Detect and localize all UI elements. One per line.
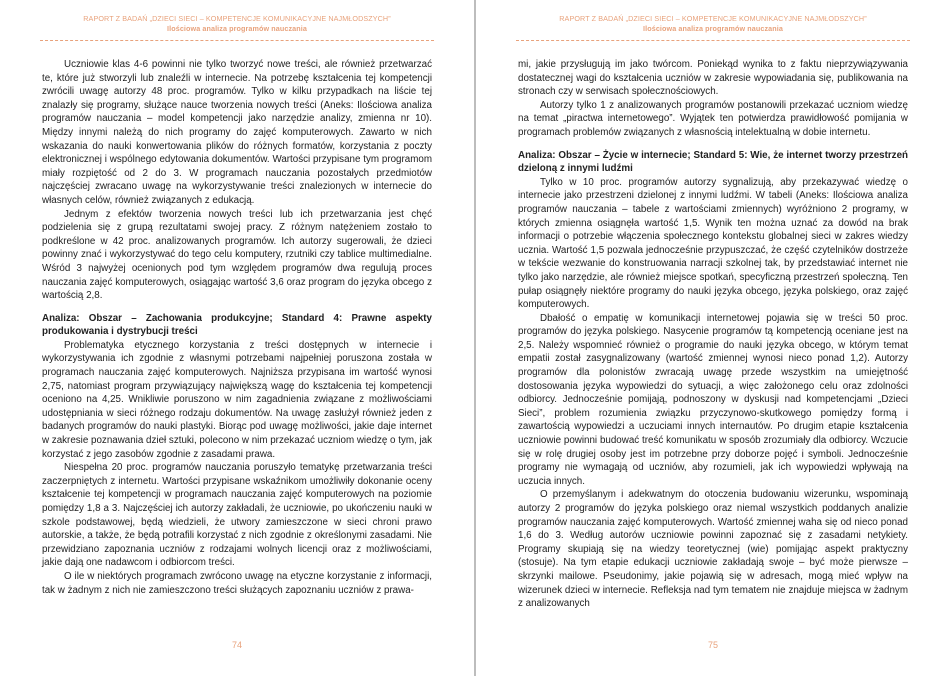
- page-number: 74: [231, 640, 242, 650]
- paragraph: Problematyka etycznego korzystania z treści dostępnych w internecie i wykorzystywania ich zgodnie z własnymi potrzebami najpełniej poruszona została w programach nauczania zajęć komputerowych. Najniższa przypisana im wartość wynosi 2,75, natomiast program przywiązujący największą wagę do kształcenia tej kompetencji oceniono na 4,25. Wnikliwie poruszono w nim zagadnienia związane z możliwościami udostępniania w sieci różnego rodzaju dokumentów. Na uwagę zasłużył również jeden z badanych programów do nauki plastyki. Biorąc pod uwagę możliwości, jakie daje internet w zakresie poznawania dzieł sztuki, polecono w nim przekazać uczniom wiedzę o tym, jak korzystać z jego zasobów zgodnie z zasadami prawa.: [42, 339, 432, 460]
- running-head: [40, 14, 434, 34]
- dashed-divider: [40, 40, 434, 41]
- left-page: [0, 0, 474, 676]
- paragraph: Uczniowie klas 4-6 powinni nie tylko tworzyć nowe treści, ale również przetwarzać te, które już stworzyli lub znaleźli w internecie. Na potrzebę kształcenia tej kompetencji zwrócili uwagę autorzy 48 proc. programów. Tylko w kilku przypadkach na liście tej znalazły się programy, służące nauce tworzenia nowych treści (Aneks: Ilościowa analiza programów nauczania – model kompetencji jako narzędzie analizy, zmienna nr 10). Między innymi należą do nich programy do zajęć komputerowych. Zawarto w nich wskazania do nauki konwertowania plików do różnych formatów, korzystania z poczty elektronicznej i wspólnego edytowania dokumentów. Wartości przypisane tym programom miały rozpiętość od 2 do 3. W programach nauczania pozostałych przedmiotów najczęściej zwracano uwagę na wykorzystywanie treści znalezionych w internecie do własnych celów, również związanych z edukacją.: [42, 59, 432, 206]
- paragraph: Autorzy tylko 1 z analizowanych programów postanowili przekazać uczniom wiedzę na temat „piractwa internetowego”. Wyjątek ten potwierdza prawidłowość pomijania w programach problemów związanych z własnością intelektualną w dobie internetu.: [518, 99, 908, 138]
- running-head-subtitle: Ilościowa analiza programów nauczania: [167, 24, 307, 33]
- right-body-text: [518, 58, 908, 611]
- page-number: 75: [707, 640, 718, 650]
- paragraph: Jednym z efektów tworzenia nowych treści lub ich przetwarzania jest chęć podzielenia się z grupą rezultatami swojej pracy. Z różnym natężeniem zostało to podkreślone w 42 proc. analizowanych programów. Ich autorzy sugerowali, że dzieci powinny znać i wykorzystywać do tego celu komputery, rzutniki czy tablice multimedialne. Wśród 3 najwyżej ocenionych pod tym względem programów dwa regulują proces nauczania zajęć komputerowych, osiągając wartość 3,6 oraz program do języka obcego z wartością 2,8.: [42, 208, 432, 302]
- paragraph: mi, jakie przysługują im jako twórcom. Poniekąd wynika to z faktu nieprzywiązywania dostatecznej wagi do kształcenia uczniów w zakresie wypowiadania się, publikowania na stronach czy w serwisach społecznościowych.: [518, 59, 908, 98]
- running-head-title: RAPORT Z BADAŃ „DZIECI SIECI – KOMPETENCJE KOMUNIKACYJNE NAJMŁODSZYCH”: [559, 14, 867, 23]
- paragraph: O przemyślanym i adekwatnym do otoczenia budowaniu wizerunku, wspominają autorzy 2 programów do języka polskiego oraz niemal wszystkich poddanych analizie programów nauczania zajęć komputerowych. Wartość zmiennej waha się od nieco ponad 1,6 do 3. Według autorów uczniowie powinni zapoznać się z zasadami netykiety. Programy skupiają się na wiedzy teoretycznej (wie) pomijając aspekt praktyczny (stosuje). Na tym etapie edukacji uczniowie zakładają swoje – być może pierwsze – skrzynki mailowe. Pseudonimy, jakie pojawią się w adresach, mogą mieć wpływ na wizerunek dzieci w internecie. Refleksja nad tym tematem nie znajduje miejsca w żadnym z analizowanych: [518, 489, 908, 610]
- running-head: [516, 14, 910, 34]
- paragraph: Dbałość o empatię w komunikacji internetowej pojawia się w treści 50 proc. programów do języka polskiego. Nasycenie programów tą kompetencją oceniane jest na 2,5. Należy wspomnieć również o programie do nauki języka obcego, w którym temat empatii został zasygnalizowany (wartość zmiennej wynosi nieco ponad 1,2). Autorzy programów dla polonistów zwracają uwagę przede wszystkim na umiejętność dostosowania języka wypowiedzi do sytuacji, a więc założonego celu oraz zdolności odbiorcy. Jednocześnie pomijają, podnoszony w dyskusji nad kompetencjami „Dzieci Sieci”, problem rozumienia związku przyczynowo-skutkowego pomiędzy formą i zawartością wypowiedzi a uczuciami innych internautów. Po drugim etapie kształcenia uczniowie powinni budować treść komunikatu w sposób zrozumiały dla odbiorcy. Wczucie się w rolę drugiej osoby jest im potrzebne przy doborze pojęć i symboli. Jednocześnie programy nie wymagają od uczniów, aby rozumieli, jak ich wypowiedzi wpływają na uczucia innych.: [518, 312, 908, 487]
- running-head-title: RAPORT Z BADAŃ „DZIECI SIECI – KOMPETENCJE KOMUNIKACYJNE NAJMŁODSZYCH”: [83, 14, 391, 23]
- right-page: [476, 0, 950, 676]
- paragraph: Tylko w 10 proc. programów autorzy sygnalizują, aby przekazywać wiedzę o internecie jako przestrzeni dzielonej z innymi ludźmi. W tabeli (Aneks: Ilościowa analiza programów nauczania – tabele z wartościami zmiennych) wyróżniono 2 programy, w których zmienna osiągnęła wartość 1,5. Wynik ten można uznać za dowód na brak informacji o potrzebie włączenia społecznego kontekstu globalnej sieci w zakres wiedzy ucznia. Wartość 1,5 pozwala jednocześnie przypuszczać, że część czytelników dostrzeże w tekście wezwanie do konstruowania narracji szkolnej tak, by przedstawiać internet nie tylko jako narzędzie, ale również miejsce spotkań, specyficzną przestrzeń społeczną. Ten pułap osiągnęły niektóre programy do nauki języka obcego, języka polskiego, oraz zajęć komputerowych.: [518, 176, 908, 311]
- section-heading: Analiza: Obszar – Zachowania produkcyjne; Standard 4: Prawne aspekty produkowania i dystrybucji treści: [42, 312, 432, 338]
- running-head-subtitle: Ilościowa analiza programów nauczania: [643, 24, 783, 33]
- paragraph: Niespełna 20 proc. programów nauczania poruszyło tematykę przetwarzania treści zaczerpniętych z internetu. Wartości przypisane wskaźnikom umożliwiły dokonanie oceny kształcenie tej kompetencji w programach nauczania zajęć komputerowych na poziomie pomiędzy 1,8 a 3. Najczęściej ich autorzy zakładali, że uczniowie, po ukończeniu nauki w szkole podstawowej, będą wiedzieli, że utwory zamieszczone w sieci chroni prawo autorskie, a także, że będą potrafili korzystać z nich zgodnie z określonymi zasadami. Nie przewidziano zapoznania uczniów z rodzajami wolnych licencji oraz z możliwościami, jakie dają one nadawcom i odbiorcom treści.: [42, 462, 432, 569]
- dashed-divider: [516, 40, 910, 41]
- left-body-text: [42, 58, 432, 597]
- section-heading: Analiza: Obszar – Życie w internecie; Standard 5: Wie, że internet tworzy przestrzeń dzieloną z innymi ludźmi: [518, 149, 908, 175]
- paragraph: O ile w niektórych programach zwrócono uwagę na etyczne korzystanie z informacji, tak w żadnym z nich nie zamieszczono treści służących zapoznaniu uczniów z prawa-: [42, 570, 432, 596]
